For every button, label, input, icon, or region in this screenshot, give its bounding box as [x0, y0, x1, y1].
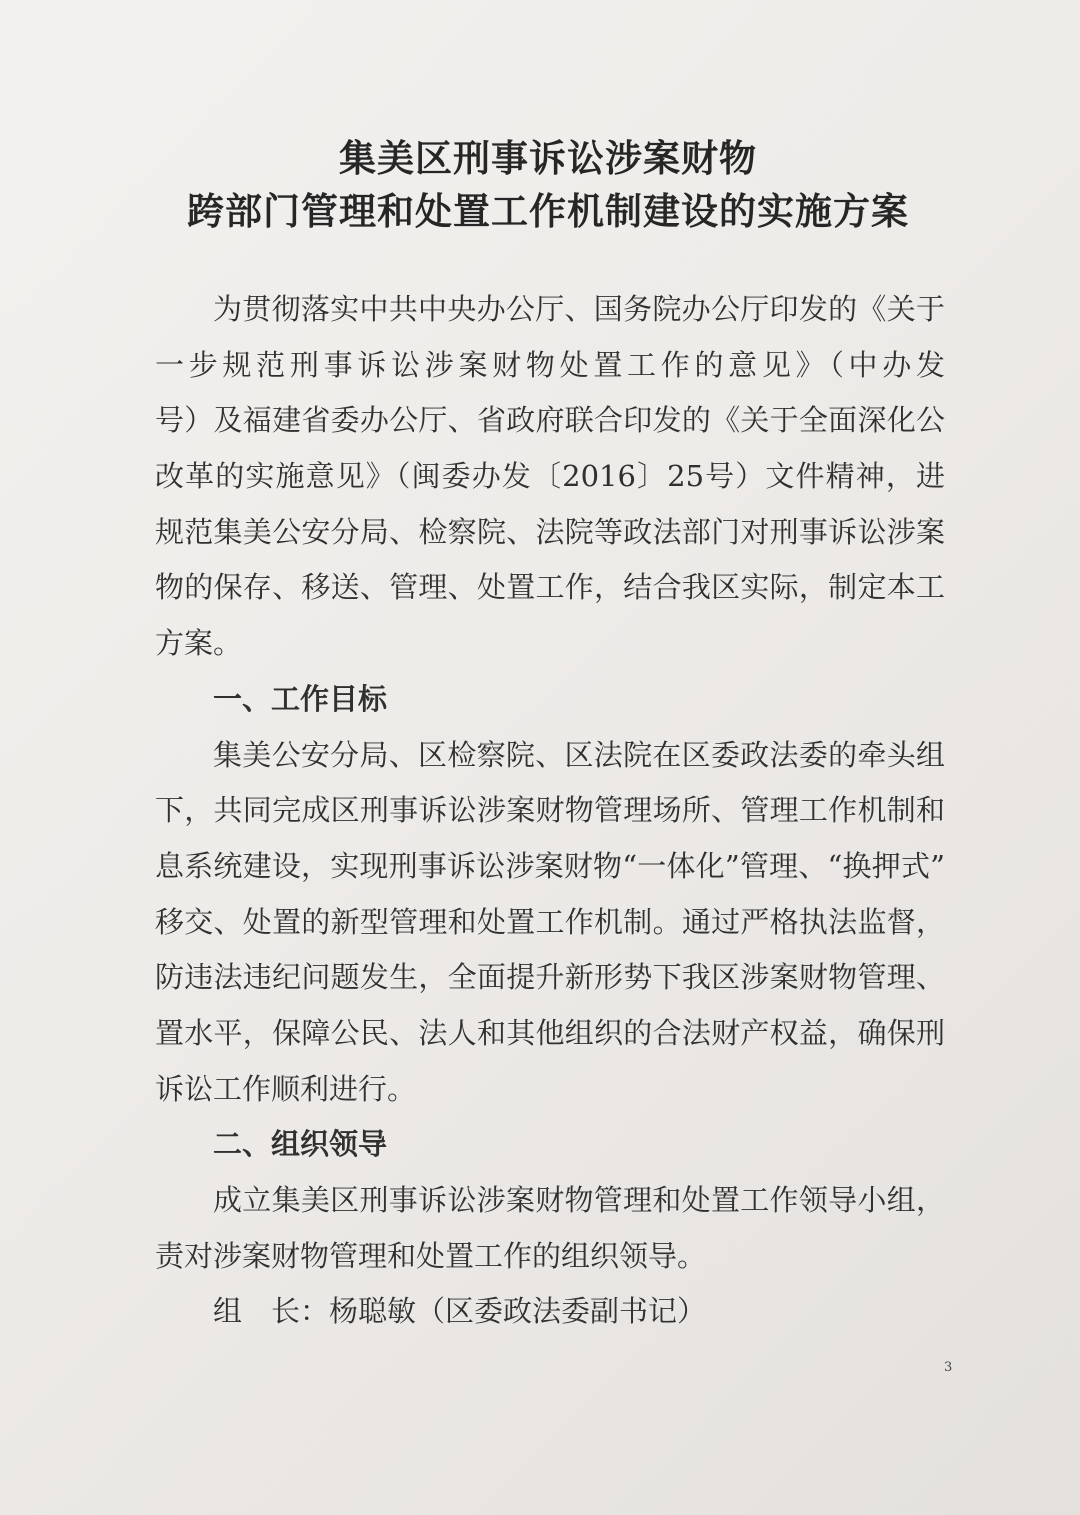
- body-line: 下，共同完成区刑事诉讼涉案财物管理场所、管理工作机制和: [155, 793, 945, 828]
- body-line: 责对涉案财物管理和处置工作的组织领导。: [155, 1238, 707, 1273]
- body-line: 号）及福建省委办公厅、省政府联合印发的《关于全面深化公: [155, 403, 945, 438]
- body-line: 息系统建设，实现刑事诉讼涉案财物“一体化”管理、“换押式”: [155, 848, 945, 883]
- document-body: [155, 282, 945, 1340]
- document-title-line-1: 集美区刑事诉讼涉案财物: [339, 136, 757, 180]
- section-heading-goals: 一、工作目标: [213, 681, 388, 716]
- body-line: 移交、处置的新型管理和处置工作机制。通过严格执法监督，: [155, 904, 945, 939]
- body-line: 置水平，保障公民、法人和其他组织的合法财产权益，确保刑: [155, 1015, 945, 1050]
- body-line: 方案。: [155, 626, 243, 661]
- body-line: 改革的实施意见》（闽委办发〔2016〕25号）文件精神，进: [155, 459, 945, 494]
- document-title-line-2: 跨部门管理和处置工作机制建设的实施方案: [187, 189, 909, 233]
- team-leader-line: 组 长：杨聪敏（区委政法委副书记）: [213, 1294, 707, 1329]
- body-line: 诉讼工作顺利进行。: [155, 1071, 417, 1106]
- section-heading-leadership: 二、组织领导: [213, 1127, 388, 1162]
- body-line: 一步规范刑事诉讼涉案财物处置工作的意见》（中办发: [155, 347, 945, 382]
- body-line: 成立集美区刑事诉讼涉案财物管理和处置工作领导小组，: [213, 1183, 945, 1217]
- page-number: 3: [944, 1360, 953, 1375]
- body-line: 物的保存、移送、管理、处置工作，结合我区实际，制定本工: [155, 570, 945, 605]
- body-line: 集美公安分局、区检察院、区法院在区委政法委的牵头组: [213, 737, 945, 772]
- body-line: 防违法违纪问题发生，全面提升新形势下我区涉案财物管理、: [155, 960, 945, 995]
- body-line: 规范集美公安分局、检察院、法院等政法部门对刑事诉讼涉案: [155, 514, 945, 549]
- body-line: 为贯彻落实中共中央办公厅、国务院办公厅印发的《关于: [213, 292, 945, 326]
